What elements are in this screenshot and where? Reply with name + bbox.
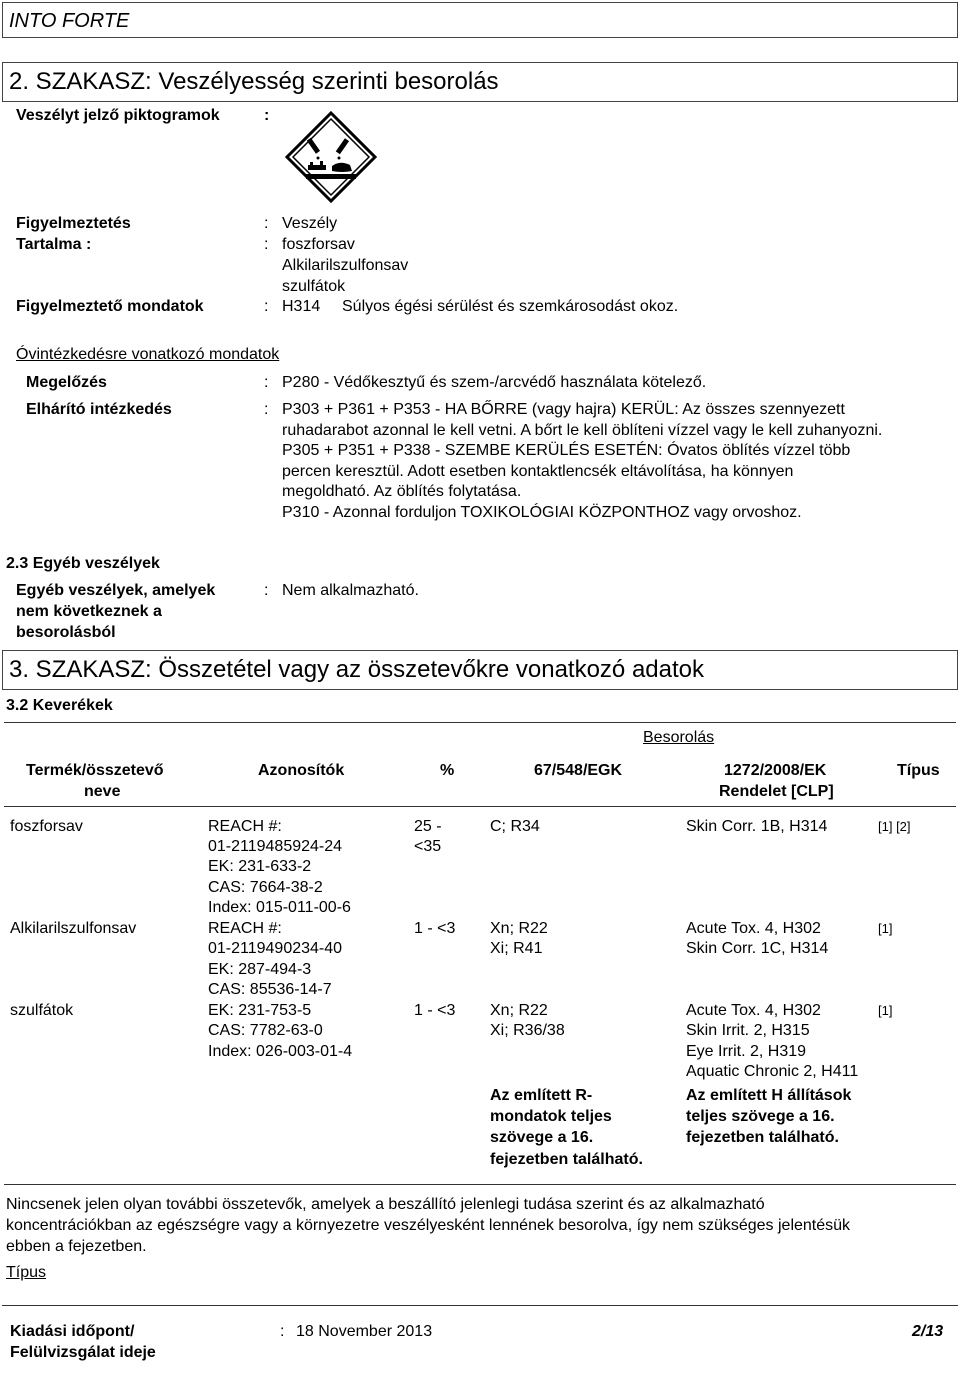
prevention-text: P280 - Védőkesztyű és szem-/arcvédő használata kötelező. [282,374,707,391]
row-id-line: REACH #: [208,920,282,937]
r-phrases-note-line: fejezetben található. [490,1151,643,1168]
response-line: megoldható. Az öblítés folytatása. [282,483,522,500]
row-eec-line: C; R34 [490,818,540,835]
row-pct-line: <35 [414,838,442,855]
row-clp-line: Aquatic Chronic 2, H411 [686,1063,859,1080]
row-id-line: REACH #: [208,818,282,835]
other-hazards-label-line: besorolásból [16,624,116,641]
response-line: percen keresztül. Adott esetben kontaktlencsék eltávolítása, ha könnyen [282,463,794,480]
row-id-line: EK: 231-633-2 [208,858,312,875]
other-hazards-label-line: nem következnek a [16,603,162,620]
page-number: 2/13 [912,1323,944,1340]
pictogram-colon: : [264,107,270,124]
document-header [2,2,958,38]
row-type: [1] [878,1003,893,1018]
row-clp-line: Skin Corr. 1C, H314 [686,940,829,957]
row-id-line: EK: 231-753-5 [208,1002,312,1019]
additional-ingredients-note-line: koncentrációkban az egészségre vagy a környezetre veszélyesként lennének besorolva, így nem szükséges jelentésük [6,1217,851,1234]
prevention-colon: : [264,374,269,391]
precaution-heading: Óvintézkedésre vonatkozó mondatok [16,346,280,363]
row-eec-line: Xi; R41 [490,940,543,957]
row-name: Alkilarilszulfonsav [10,920,137,937]
additional-ingredients-note-line: Nincsenek jelen olyan további összetevők, amelyek a beszállító jelenlegi tudása szerint és az alkalmazható [6,1196,765,1213]
contains-item: szulfátok [282,278,346,295]
type-link[interactable]: Típus [6,1264,47,1281]
product-title: INTO FORTE [9,10,130,32]
section-2-title: 2. SZAKASZ: Veszélyesség szerinti besorolás [9,68,499,95]
header-ids: Azonosítók [258,762,345,779]
table-header-rule [4,806,956,807]
signal-word-value: Veszély [282,215,338,232]
hazard-statements-label: Figyelmeztető mondatok [16,298,204,315]
h-statements-note-line: teljes szövege a 16. [686,1108,835,1125]
row-id-line: EK: 287-494-3 [208,961,312,978]
mixtures-subheading: 3.2 Keverékek [6,697,113,714]
row-pct-line: 1 - <3 [414,920,456,937]
table-top-rule [4,722,956,723]
row-id-line: CAS: 7664-38-2 [208,879,323,896]
hazard-code: H314 [282,298,321,315]
corrosion-pictogram-icon [284,110,378,204]
hazard-colon: : [264,298,269,315]
row-id-line: Index: 026-003-01-4 [208,1043,353,1060]
header-eec: 67/548/EGK [534,762,623,779]
contains-colon: : [264,236,269,253]
h-statements-note-line: fejezetben található. [686,1129,839,1146]
row-pct-line: 1 - <3 [414,1002,456,1019]
header-percent: % [440,762,455,779]
table-bottom-rule [4,1184,956,1185]
row-id-line: CAS: 7782-63-0 [208,1022,323,1039]
pictogram-label: Veszélyt jelző piktogramok [16,107,220,124]
header-clp-line: Rendelet [CLP] [719,783,834,800]
row-eec-line: Xn; R22 [490,920,548,937]
row-eec-line: Xn; R22 [490,1002,548,1019]
header-clp-line: 1272/2008/EK [724,762,827,779]
additional-ingredients-note-line: ebben a fejezetben. [6,1238,147,1255]
response-line: ruhadarabot azonnal le kell vetni. A bőrt le kell öblíteni vízzel vagy le kell zuhanyozni. [282,422,883,439]
other-hazards-value: Nem alkalmazható. [282,582,419,599]
row-clp-line: Eye Irrit. 2, H319 [686,1043,807,1060]
header-type: Típus [897,762,940,779]
section-2-header [2,62,958,102]
header-name-line: Termék/összetevő [26,762,164,779]
row-name: szulfátok [10,1002,74,1019]
h-statements-note-line: Az említett H állítások [686,1087,852,1104]
row-id-line: CAS: 85536-14-7 [208,981,332,998]
response-label: Elhárító intézkedés [26,401,172,418]
signal-word-colon: : [264,215,269,232]
classification-group-header: Besorolás [643,729,715,746]
signal-word-label: Figyelmeztetés [16,215,131,232]
header-name-line: neve [84,783,121,800]
section-3-title: 3. SZAKASZ: Összetétel vagy az összetevőkre vonatkozó adatok [9,656,705,683]
row-id-line: 01-2119485924-24 [208,838,343,855]
row-clp-line: Acute Tox. 4, H302 [686,1002,821,1019]
row-name: foszforsav [10,818,83,835]
other-hazards-label-line: Egyéb veszélyek, amelyek [16,582,216,599]
response-line: P303 + P361 + P353 - HA BŐRRE (vagy hajra) KERÜL: Az összes szennyezett [282,401,845,418]
other-hazards-heading: 2.3 Egyéb veszélyek [6,555,160,572]
row-pct-line: 25 - [414,818,442,835]
section-3-header [2,650,958,690]
footer-date-label-line: Kiadási időpont/ [10,1323,135,1340]
row-id-line: 01-2119490234-40 [208,940,343,957]
footer-date-colon: : [280,1323,285,1340]
response-colon: : [264,401,269,418]
hazard-text: Súlyos égési sérülést és szemkárosodást okoz. [342,298,679,315]
r-phrases-note-line: szövege a 16. [490,1129,594,1146]
other-hazards-colon: : [264,582,269,599]
footer-date-value: 18 November 2013 [296,1323,433,1340]
row-type: [1] [2] [878,819,911,834]
row-clp-line: Skin Corr. 1B, H314 [686,818,828,835]
footer-rule [2,1305,958,1306]
response-line: P310 - Azonnal forduljon TOXIKOLÓGIAI KÖZPONTHOZ vagy orvoshoz. [282,504,802,521]
contains-label: Tartalma : [16,236,92,253]
contains-item: foszforsav [282,236,355,253]
row-eec-line: Xi; R36/38 [490,1022,565,1039]
r-phrases-note-line: Az említett R- [490,1087,593,1104]
row-clp-line: Skin Irrit. 2, H315 [686,1022,810,1039]
contains-item: Alkilarilszulfonsav [282,257,409,274]
footer-date-label-line: Felülvizsgálat ideje [10,1344,156,1361]
prevention-label: Megelőzés [26,374,107,391]
row-id-line: Index: 015-011-00-6 [208,899,351,916]
row-type: [1] [878,921,893,936]
response-line: P305 + P351 + P338 - SZEMBE KERÜLÉS ESETÉN: Óvatos öblítés vízzel több [282,442,851,459]
r-phrases-note-line: mondatok teljes [490,1108,612,1125]
row-clp-line: Acute Tox. 4, H302 [686,920,821,937]
